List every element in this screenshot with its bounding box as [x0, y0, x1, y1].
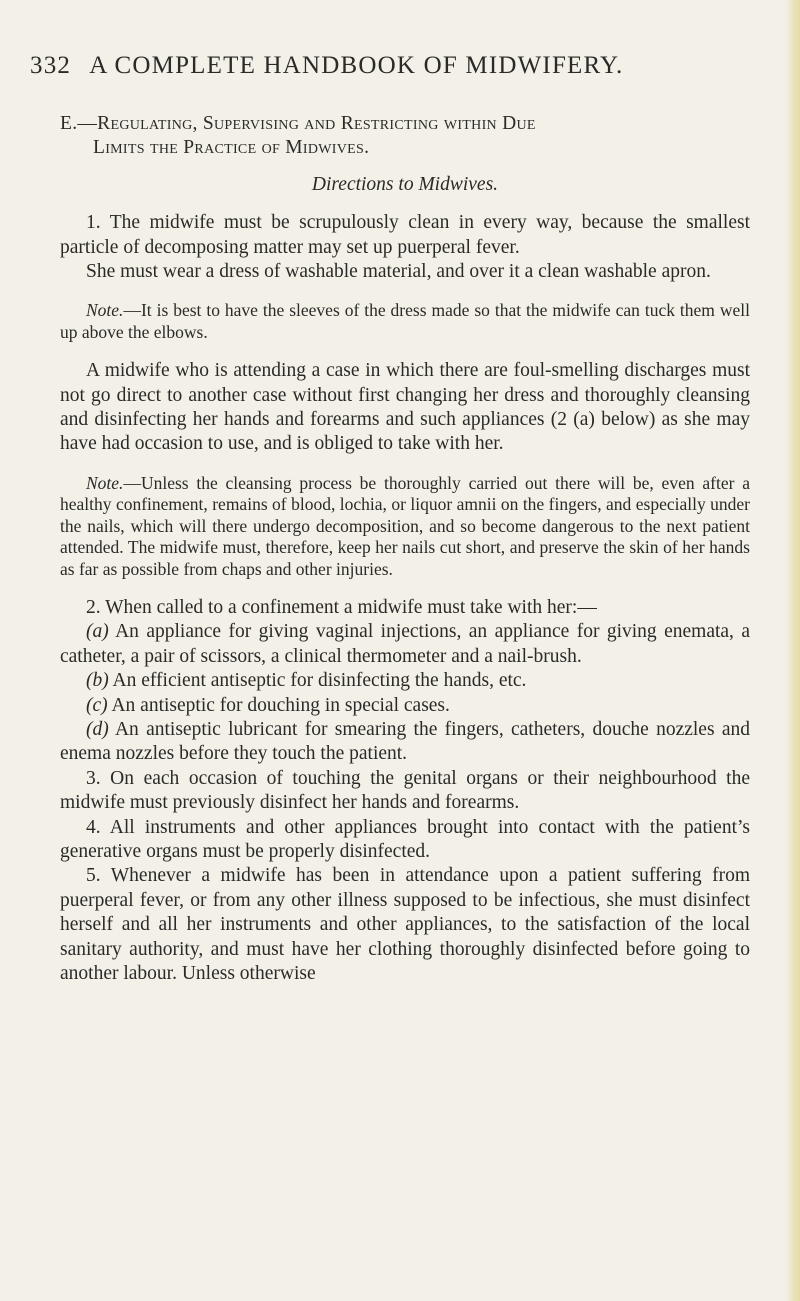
page-edge-shadow — [786, 0, 800, 1301]
note-1-label: Note. — [86, 300, 124, 321]
note-2-text: —Unless the cleansing process be thoroughly carried out there will be, even after a healthy confinement, remains of blood, lochia, or liquor amnii on the fingers, and especially under the nails, which will there undergo decomposition, and so become dangerous to the next patient attended. The midwife must, therefore, keep her nails cut short, and preserve the skin of her hands as far as possible from chaps and other injuries. — [60, 472, 750, 579]
paragraph-2: A midwife who is attending a case in which there are foul-smelling discharges must not go direct to another case without first changing her dress and thoroughly cleansing and disinfecting her hands and forearms and such appliances (2 (a) below) as she may have had occasion to use, and is obliged to take with her. — [60, 360, 750, 455]
list-item-c-label: (c) — [86, 694, 108, 716]
section-title — [60, 112, 750, 161]
note-2-label: Note. — [86, 472, 124, 493]
list-item-b — [60, 669, 750, 693]
section-title-line1: E.—Regulating, Supervising and Restricting within Due — [60, 113, 536, 134]
list-item-c — [60, 694, 750, 718]
page-body — [60, 112, 750, 986]
list-item-c-text: An antiseptic for douching in special cases. — [107, 694, 450, 716]
section-subtitle: Directions to Midwives. — [311, 173, 499, 195]
list-item-d — [60, 718, 750, 767]
list-item-a — [60, 620, 750, 669]
list-item-a-text: An appliance for giving vaginal injections, an appliance for giving enemata, a catheter, a pair of scissors, a clinical thermometer and a nail-brush. — [60, 621, 750, 667]
paragraph-1b: She must wear a dress of washable material, and over it a clean washable apron. — [86, 261, 711, 283]
paragraph-4: 3. On each occasion of touching the genital organs or their neighbourhood the midwife must previously disinfect her hands and forearms. — [60, 767, 750, 814]
note-1-text: —It is best to have the sleeves of the dress made so that the midwife can tuck them well up above the elbows. — [60, 300, 750, 342]
paragraph-5: 4. All instruments and other appliances brought into contact with the patient’s generative organs must be properly disinfected. — [60, 816, 750, 862]
page-number: 332 — [30, 52, 72, 79]
list-item-d-label: (d) — [86, 718, 109, 740]
list-item-b-text: An efficient antiseptic for disinfecting the hands, etc. — [108, 670, 527, 692]
running-title: A COMPLETE HANDBOOK OF MIDWIFERY. — [89, 52, 624, 79]
paragraph-6: 5. Whenever a midwife has been in attendance upon a patient suffering from puerperal fever, or from any other illness supposed to be infectious, she must disinfect herself and all her instruments and other appliances, to the satisfaction of the local sanitary authority, and must have her clothing thoroughly disinfected before going to another labour. Unless otherwise — [60, 865, 750, 984]
list-item-b-label: (b) — [86, 670, 109, 692]
section-title-line2: Limits the Practice of Midwives. — [93, 137, 370, 159]
paragraph-3: 2. When called to a confinement a midwife must take with her:— — [86, 596, 597, 618]
running-header — [30, 52, 750, 80]
list-item-d-text: An antiseptic lubricant for smearing the fingers, catheters, douche nozzles and enema nozzles before they touch the patient. — [60, 718, 750, 765]
paragraph-1: 1. The midwife must be scrupulously clean in every way, because the smallest particle of decomposing matter may set up puerperal fever. — [60, 212, 750, 258]
note-2 — [60, 473, 750, 580]
list-item-a-label: (a) — [86, 621, 109, 643]
note-1 — [60, 300, 750, 343]
